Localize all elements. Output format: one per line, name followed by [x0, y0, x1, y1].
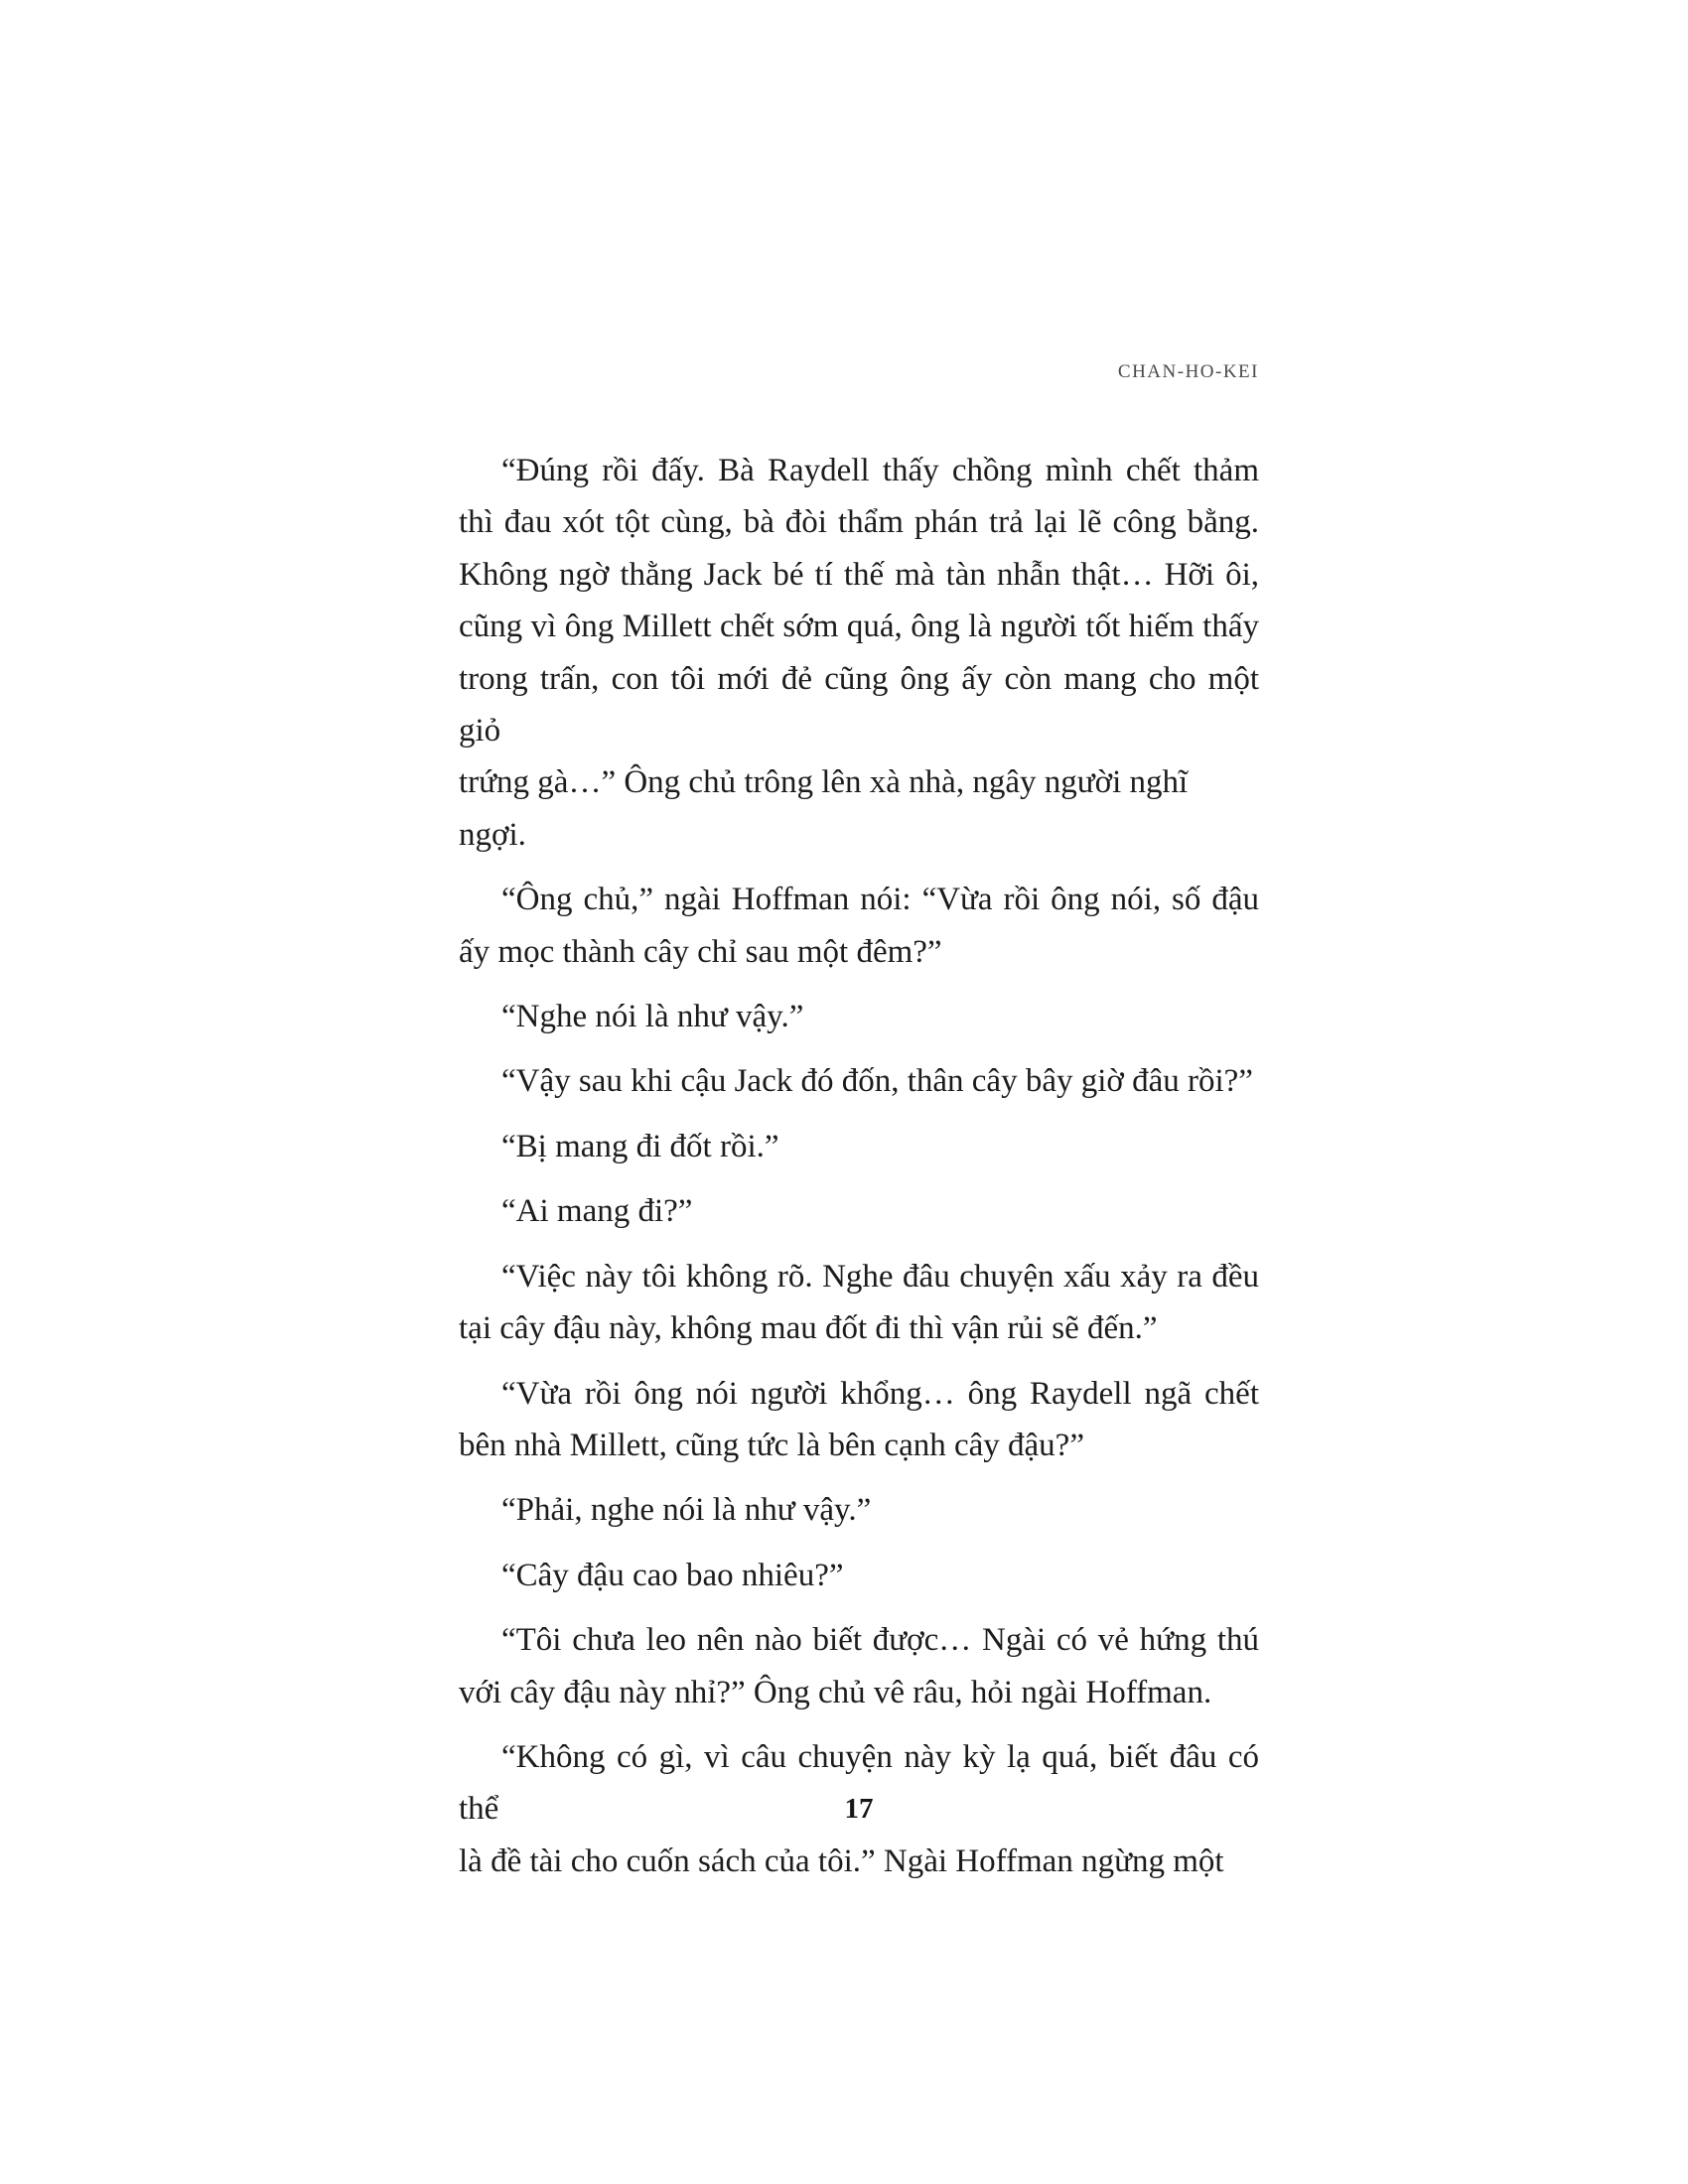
text-line: “Bị mang đi đốt rồi.” [501, 1128, 779, 1164]
text-line: trứng gà…” Ông chủ trông lên xà nhà, ngây người nghĩ ngợi. [459, 764, 1189, 853]
text-line: Không ngờ thằng Jack bé tí thế mà tàn nhẫn thật… Hỡi ôi, [459, 556, 1259, 593]
text-line: “Tôi chưa leo nên nào biết được… Ngài có vẻ hứng thú [501, 1622, 1259, 1659]
body-paragraph [459, 445, 1259, 861]
page-number: 17 [844, 1793, 874, 1825]
body-paragraph [459, 1614, 1259, 1718]
text-line: bên nhà Millett, cũng tức là bên cạnh cây đậu?” [459, 1427, 1084, 1463]
body-paragraph [459, 1055, 1259, 1107]
text-line: “Không có gì, vì câu chuyện này kỳ lạ quá, biết đâu có thể [459, 1738, 1259, 1828]
text-line: ấy mọc thành cây chỉ sau một đêm?” [459, 933, 942, 970]
body-paragraph [459, 1484, 1259, 1536]
text-line: tại cây đậu này, không mau đốt đi thì vận rủi sẽ đến.” [459, 1310, 1158, 1347]
text-line: “Việc này tôi không rõ. Nghe đâu chuyện xấu xảy ra đều [501, 1258, 1259, 1295]
text-line: thì đau xót tột cùng, bà đòi thẩm phán trả lại lẽ công bằng. [459, 504, 1259, 541]
body-paragraph [459, 874, 1259, 978]
running-header: CHAN-HO-KEI [1117, 361, 1259, 382]
text-line: cũng vì ông Millett chết sớm quá, ông là người tốt hiếm thấy [459, 609, 1259, 645]
text-line: “Đúng rồi đấy. Bà Raydell thấy chồng mình chết thảm [501, 453, 1259, 488]
body-paragraph [459, 1368, 1259, 1472]
text-line: là đề tài cho cuốn sách của tôi.” Ngài Hoffman ngừng một [459, 1843, 1224, 1879]
text-line: “Ông chủ,” ngài Hoffman nói: “Vừa rồi ông nói, số đậu [501, 882, 1259, 918]
body-text [459, 445, 1259, 1887]
text-line: “Ai mang đi?” [501, 1193, 693, 1230]
body-paragraph [459, 991, 1259, 1042]
body-paragraph [459, 1185, 1259, 1237]
text-line: “Vừa rồi ông nói người khổng… ông Raydell ngã chết [501, 1375, 1259, 1412]
body-paragraph [459, 1121, 1259, 1172]
text-line: “Vậy sau khi cậu Jack đó đốn, thân cây bây giờ đâu rồi?” [501, 1063, 1253, 1100]
text-line: “Cây đậu cao bao nhiêu?” [501, 1557, 844, 1593]
body-paragraph [459, 1550, 1259, 1601]
text-line: “Phải, nghe nói là như vậy.” [501, 1492, 872, 1529]
body-paragraph [459, 1251, 1259, 1355]
text-line: trong trấn, con tôi mới đẻ cũng ông ấy còn mang cho một giỏ [459, 660, 1259, 750]
text-line: với cây đậu này nhỉ?” Ông chủ vê râu, hỏi ngài Hoffman. [459, 1674, 1212, 1710]
text-line: “Nghe nói là như vậy.” [501, 999, 804, 1035]
